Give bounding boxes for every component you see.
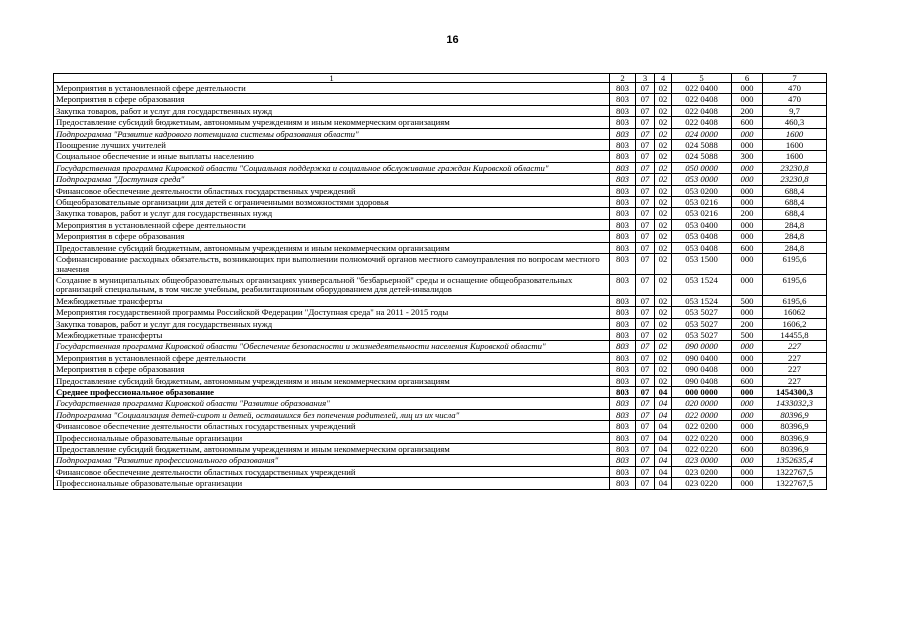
- table-row: [54, 444, 827, 455]
- row-name-cell: Подпрограмма "Доступная среда": [54, 174, 610, 185]
- row-target-article-cell: 024 0000: [672, 128, 732, 139]
- row-section-cell: 07: [636, 352, 655, 363]
- row-expense-type-cell: 000: [732, 386, 763, 397]
- row-section-cell: 07: [636, 409, 655, 420]
- row-name-cell: Профессиональные образовательные организации: [54, 432, 610, 443]
- row-target-article-cell: 022 0220: [672, 432, 732, 443]
- row-subsection-cell: 04: [655, 455, 672, 466]
- row-name-cell: Мероприятия государственной программы Российской Федерации "Доступная среда" на 2011 - 2015 годы: [54, 307, 610, 318]
- row-amount-cell: 80396,9: [763, 409, 827, 420]
- row-amount-cell: 80396,9: [763, 432, 827, 443]
- row-subsection-cell: 04: [655, 421, 672, 432]
- row-subsection-cell: 02: [655, 329, 672, 340]
- row-expense-type-cell: 200: [732, 318, 763, 329]
- table-body: [54, 83, 827, 490]
- row-amount-cell: 284,8: [763, 242, 827, 253]
- row-code-cell: 803: [610, 432, 636, 443]
- row-name-cell: Закупка товаров, работ и услуг для государственных нужд: [54, 318, 610, 329]
- row-amount-cell: 16062: [763, 307, 827, 318]
- table-row: [54, 398, 827, 409]
- budget-table: [53, 73, 827, 490]
- row-name-cell: Мероприятия в установленной сфере деятельности: [54, 83, 610, 94]
- row-code-cell: 803: [610, 83, 636, 94]
- row-amount-cell: 470: [763, 83, 827, 94]
- row-section-cell: 07: [636, 318, 655, 329]
- row-code-cell: 803: [610, 341, 636, 352]
- row-section-cell: 07: [636, 117, 655, 128]
- row-code-cell: 803: [610, 398, 636, 409]
- row-name-cell: Софинансирование расходных обязательств, возникающих при выполнении полномочий органов местного самоуправления по вопросам местного значения: [54, 254, 610, 275]
- row-amount-cell: 23230,8: [763, 174, 827, 185]
- row-expense-type-cell: 000: [732, 409, 763, 420]
- row-target-article-cell: 020 0000: [672, 398, 732, 409]
- row-amount-cell: 284,8: [763, 231, 827, 242]
- row-subsection-cell: 04: [655, 409, 672, 420]
- row-amount-cell: 6195,6: [763, 295, 827, 306]
- row-target-article-cell: 053 1500: [672, 254, 732, 275]
- row-target-article-cell: 053 0408: [672, 231, 732, 242]
- row-code-cell: 803: [610, 466, 636, 477]
- row-amount-cell: 688,4: [763, 208, 827, 219]
- row-name-cell: Мероприятия в сфере образования: [54, 94, 610, 105]
- row-subsection-cell: 02: [655, 83, 672, 94]
- row-subsection-cell: 02: [655, 364, 672, 375]
- row-name-cell: Подпрограмма "Развитие профессионального образования": [54, 455, 610, 466]
- table-row: [54, 105, 827, 116]
- row-name-cell: Предоставление субсидий бюджетным, автономным учреждениям и иным некоммерческим организациям: [54, 375, 610, 386]
- row-subsection-cell: 02: [655, 375, 672, 386]
- row-section-cell: 07: [636, 151, 655, 162]
- row-amount-cell: 460,3: [763, 117, 827, 128]
- row-subsection-cell: 02: [655, 117, 672, 128]
- header-cell-1: 1: [54, 74, 610, 83]
- row-name-cell: Предоставление субсидий бюджетным, автономным учреждениям и иным некоммерческим организациям: [54, 444, 610, 455]
- row-target-article-cell: 090 0400: [672, 352, 732, 363]
- row-subsection-cell: 02: [655, 274, 672, 295]
- row-subsection-cell: 02: [655, 242, 672, 253]
- table-row: [54, 329, 827, 340]
- row-section-cell: 07: [636, 421, 655, 432]
- row-expense-type-cell: 000: [732, 140, 763, 151]
- row-subsection-cell: 02: [655, 295, 672, 306]
- row-target-article-cell: 022 0400: [672, 83, 732, 94]
- row-target-article-cell: 024 5088: [672, 140, 732, 151]
- row-code-cell: 803: [610, 151, 636, 162]
- row-subsection-cell: 02: [655, 174, 672, 185]
- row-section-cell: 07: [636, 444, 655, 455]
- row-code-cell: 803: [610, 455, 636, 466]
- row-name-cell: Мероприятия в установленной сфере деятельности: [54, 352, 610, 363]
- table-row: [54, 197, 827, 208]
- header-cell-7: 7: [763, 74, 827, 83]
- row-name-cell: Предоставление субсидий бюджетным, автономным учреждениям и иным некоммерческим организациям: [54, 117, 610, 128]
- row-target-article-cell: 000 0000: [672, 386, 732, 397]
- row-subsection-cell: 04: [655, 478, 672, 489]
- table-row: [54, 421, 827, 432]
- row-name-cell: Поощрение лучших учителей: [54, 140, 610, 151]
- row-amount-cell: 227: [763, 341, 827, 352]
- row-expense-type-cell: 000: [732, 231, 763, 242]
- table-row: [54, 128, 827, 139]
- row-code-cell: 803: [610, 208, 636, 219]
- row-expense-type-cell: 000: [732, 432, 763, 443]
- row-expense-type-cell: 000: [732, 219, 763, 230]
- row-amount-cell: 688,4: [763, 197, 827, 208]
- row-target-article-cell: 090 0000: [672, 341, 732, 352]
- row-expense-type-cell: 500: [732, 295, 763, 306]
- row-expense-type-cell: 600: [732, 117, 763, 128]
- row-section-cell: 07: [636, 231, 655, 242]
- row-name-cell: Общеобразовательные организации для детей с ограниченными возможностями здоровья: [54, 197, 610, 208]
- row-target-article-cell: 053 0216: [672, 197, 732, 208]
- row-subsection-cell: 04: [655, 398, 672, 409]
- row-section-cell: 07: [636, 94, 655, 105]
- row-subsection-cell: 04: [655, 386, 672, 397]
- row-section-cell: 07: [636, 364, 655, 375]
- row-subsection-cell: 02: [655, 162, 672, 173]
- row-expense-type-cell: 200: [732, 208, 763, 219]
- row-expense-type-cell: 000: [732, 174, 763, 185]
- row-code-cell: 803: [610, 219, 636, 230]
- row-target-article-cell: 024 5088: [672, 151, 732, 162]
- row-code-cell: 803: [610, 329, 636, 340]
- row-section-cell: 07: [636, 455, 655, 466]
- row-expense-type-cell: 600: [732, 375, 763, 386]
- table-row: [54, 83, 827, 94]
- table-row: [54, 307, 827, 318]
- row-section-cell: 07: [636, 197, 655, 208]
- table-row: [54, 219, 827, 230]
- row-section-cell: 07: [636, 140, 655, 151]
- row-code-cell: 803: [610, 185, 636, 196]
- table-row: [54, 254, 827, 275]
- header-cell-6: 6: [732, 74, 763, 83]
- row-name-cell: Предоставление субсидий бюджетным, автономным учреждениям и иным некоммерческим организациям: [54, 242, 610, 253]
- row-target-article-cell: 023 0000: [672, 455, 732, 466]
- row-target-article-cell: 050 0000: [672, 162, 732, 173]
- row-expense-type-cell: 000: [732, 162, 763, 173]
- row-expense-type-cell: 600: [732, 242, 763, 253]
- row-subsection-cell: 02: [655, 105, 672, 116]
- row-subsection-cell: 04: [655, 444, 672, 455]
- row-code-cell: 803: [610, 254, 636, 275]
- row-subsection-cell: 02: [655, 341, 672, 352]
- row-subsection-cell: 02: [655, 254, 672, 275]
- row-expense-type-cell: 000: [732, 466, 763, 477]
- row-name-cell: Межбюджетные трансферты: [54, 329, 610, 340]
- row-section-cell: 07: [636, 329, 655, 340]
- row-subsection-cell: 02: [655, 231, 672, 242]
- row-name-cell: Подпрограмма "Социализация детей-сирот и детей, оставшихся без попечения родителей, лиц из их числа": [54, 409, 610, 420]
- row-section-cell: 07: [636, 274, 655, 295]
- row-name-cell: Мероприятия в сфере образования: [54, 231, 610, 242]
- table-row: [54, 274, 827, 295]
- row-code-cell: 803: [610, 318, 636, 329]
- row-section-cell: 07: [636, 208, 655, 219]
- row-amount-cell: 1322767,5: [763, 478, 827, 489]
- row-target-article-cell: 022 0200: [672, 421, 732, 432]
- row-code-cell: 803: [610, 295, 636, 306]
- row-subsection-cell: 02: [655, 352, 672, 363]
- header-row: [54, 74, 827, 83]
- row-target-article-cell: 022 0000: [672, 409, 732, 420]
- row-section-cell: 07: [636, 478, 655, 489]
- table-row: [54, 352, 827, 363]
- row-target-article-cell: 022 0408: [672, 117, 732, 128]
- row-section-cell: 07: [636, 307, 655, 318]
- row-expense-type-cell: 000: [732, 254, 763, 275]
- row-code-cell: 803: [610, 352, 636, 363]
- row-section-cell: 07: [636, 174, 655, 185]
- row-name-cell: Межбюджетные трансферты: [54, 295, 610, 306]
- row-code-cell: 803: [610, 307, 636, 318]
- row-subsection-cell: 02: [655, 151, 672, 162]
- row-amount-cell: 1322767,5: [763, 466, 827, 477]
- table-row: [54, 295, 827, 306]
- row-code-cell: 803: [610, 242, 636, 253]
- row-expense-type-cell: 000: [732, 307, 763, 318]
- row-subsection-cell: 02: [655, 94, 672, 105]
- row-expense-type-cell: 000: [732, 398, 763, 409]
- row-target-article-cell: 090 0408: [672, 364, 732, 375]
- row-code-cell: 803: [610, 162, 636, 173]
- row-subsection-cell: 02: [655, 140, 672, 151]
- row-section-cell: 07: [636, 219, 655, 230]
- row-expense-type-cell: 000: [732, 364, 763, 375]
- row-section-cell: 07: [636, 105, 655, 116]
- row-name-cell: Среднее профессиональное образование: [54, 386, 610, 397]
- row-name-cell: Подпрограмма "Развитие кадрового потенциала системы образования области": [54, 128, 610, 139]
- row-amount-cell: 1600: [763, 151, 827, 162]
- table-row: [54, 174, 827, 185]
- row-code-cell: 803: [610, 386, 636, 397]
- row-expense-type-cell: 000: [732, 341, 763, 352]
- row-subsection-cell: 02: [655, 307, 672, 318]
- row-subsection-cell: 04: [655, 466, 672, 477]
- row-expense-type-cell: 200: [732, 105, 763, 116]
- row-section-cell: 07: [636, 432, 655, 443]
- table-row: [54, 94, 827, 105]
- row-target-article-cell: 053 5027: [672, 329, 732, 340]
- row-section-cell: 07: [636, 466, 655, 477]
- row-target-article-cell: 053 1524: [672, 295, 732, 306]
- row-section-cell: 07: [636, 128, 655, 139]
- row-amount-cell: 14455,8: [763, 329, 827, 340]
- row-target-article-cell: 023 0200: [672, 466, 732, 477]
- row-name-cell: Закупка товаров, работ и услуг для государственных нужд: [54, 208, 610, 219]
- table-row: [54, 478, 827, 489]
- table-row: [54, 231, 827, 242]
- row-name-cell: Мероприятия в сфере образования: [54, 364, 610, 375]
- row-amount-cell: 23230,8: [763, 162, 827, 173]
- row-target-article-cell: 053 0400: [672, 219, 732, 230]
- row-amount-cell: 80396,9: [763, 421, 827, 432]
- row-subsection-cell: 02: [655, 185, 672, 196]
- row-target-article-cell: 090 0408: [672, 375, 732, 386]
- row-section-cell: 07: [636, 386, 655, 397]
- row-code-cell: 803: [610, 174, 636, 185]
- row-section-cell: 07: [636, 295, 655, 306]
- row-target-article-cell: 053 0408: [672, 242, 732, 253]
- row-name-cell: Закупка товаров, работ и услуг для государственных нужд: [54, 105, 610, 116]
- row-amount-cell: 1600: [763, 140, 827, 151]
- row-amount-cell: 688,4: [763, 185, 827, 196]
- row-section-cell: 07: [636, 162, 655, 173]
- row-amount-cell: 9,7: [763, 105, 827, 116]
- table-row: [54, 432, 827, 443]
- row-target-article-cell: 022 0220: [672, 444, 732, 455]
- row-code-cell: 803: [610, 197, 636, 208]
- table-row: [54, 151, 827, 162]
- table-row: [54, 117, 827, 128]
- row-expense-type-cell: 000: [732, 455, 763, 466]
- table-row: [54, 185, 827, 196]
- row-code-cell: 803: [610, 375, 636, 386]
- row-amount-cell: 227: [763, 375, 827, 386]
- row-expense-type-cell: 000: [732, 421, 763, 432]
- row-target-article-cell: 023 0220: [672, 478, 732, 489]
- table-row: [54, 242, 827, 253]
- row-name-cell: Финансовое обеспечение деятельности областных государственных учреждений: [54, 466, 610, 477]
- row-section-cell: 07: [636, 254, 655, 275]
- row-subsection-cell: 04: [655, 432, 672, 443]
- table-row: [54, 162, 827, 173]
- row-code-cell: 803: [610, 231, 636, 242]
- row-target-article-cell: 022 0408: [672, 105, 732, 116]
- row-expense-type-cell: 000: [732, 352, 763, 363]
- row-name-cell: Государственная программа Кировской области "Развитие образования": [54, 398, 610, 409]
- row-section-cell: 07: [636, 398, 655, 409]
- row-code-cell: 803: [610, 364, 636, 375]
- table-row: [54, 466, 827, 477]
- table-row: [54, 208, 827, 219]
- row-expense-type-cell: 000: [732, 128, 763, 139]
- row-amount-cell: 1352635,4: [763, 455, 827, 466]
- table-row: [54, 341, 827, 352]
- row-amount-cell: 6195,6: [763, 254, 827, 275]
- row-amount-cell: 1433032,3: [763, 398, 827, 409]
- row-expense-type-cell: 000: [732, 94, 763, 105]
- row-expense-type-cell: 000: [732, 478, 763, 489]
- header-cell-2: 2: [610, 74, 636, 83]
- row-amount-cell: 227: [763, 352, 827, 363]
- row-amount-cell: 227: [763, 364, 827, 375]
- table-row: [54, 409, 827, 420]
- row-subsection-cell: 02: [655, 219, 672, 230]
- row-code-cell: 803: [610, 117, 636, 128]
- row-code-cell: 803: [610, 140, 636, 151]
- row-expense-type-cell: 000: [732, 274, 763, 295]
- row-amount-cell: 1606,2: [763, 318, 827, 329]
- row-section-cell: 07: [636, 83, 655, 94]
- row-subsection-cell: 02: [655, 208, 672, 219]
- row-code-cell: 803: [610, 128, 636, 139]
- row-target-article-cell: 053 0216: [672, 208, 732, 219]
- row-target-article-cell: 053 1524: [672, 274, 732, 295]
- table-row: [54, 375, 827, 386]
- table-row: [54, 140, 827, 151]
- row-code-cell: 803: [610, 421, 636, 432]
- row-target-article-cell: 053 0200: [672, 185, 732, 196]
- row-name-cell: Социальное обеспечение и иные выплаты населению: [54, 151, 610, 162]
- table-row: [54, 364, 827, 375]
- row-expense-type-cell: 500: [732, 329, 763, 340]
- row-code-cell: 803: [610, 444, 636, 455]
- row-target-article-cell: 022 0408: [672, 94, 732, 105]
- row-subsection-cell: 02: [655, 128, 672, 139]
- row-code-cell: 803: [610, 94, 636, 105]
- row-section-cell: 07: [636, 341, 655, 352]
- row-expense-type-cell: 600: [732, 444, 763, 455]
- table-row: [54, 386, 827, 397]
- row-section-cell: 07: [636, 242, 655, 253]
- row-name-cell: Профессиональные образовательные организации: [54, 478, 610, 489]
- row-name-cell: Финансовое обеспечение деятельности областных государственных учреждений: [54, 421, 610, 432]
- row-amount-cell: 80396,9: [763, 444, 827, 455]
- row-expense-type-cell: 300: [732, 151, 763, 162]
- row-target-article-cell: 053 0000: [672, 174, 732, 185]
- page-number: 16: [446, 34, 459, 46]
- header-cell-4: 4: [655, 74, 672, 83]
- row-expense-type-cell: 000: [732, 83, 763, 94]
- row-name-cell: Мероприятия в установленной сфере деятельности: [54, 219, 610, 230]
- row-code-cell: 803: [610, 274, 636, 295]
- row-amount-cell: 470: [763, 94, 827, 105]
- row-code-cell: 803: [610, 409, 636, 420]
- row-subsection-cell: 02: [655, 318, 672, 329]
- row-name-cell: Создание в муниципальных общеобразовательных организациях универсальной "безбарьерной" среды и оснащение общеобразовательных организаций специальным, в том числе учебным, реабилитационным оборудованием для детей-инвалидов: [54, 274, 610, 295]
- row-expense-type-cell: 000: [732, 197, 763, 208]
- row-amount-cell: 284,8: [763, 219, 827, 230]
- row-name-cell: Государственная программа Кировской области "Социальная поддержка и социальное обслуживание граждан Кировской области": [54, 162, 610, 173]
- row-amount-cell: 1600: [763, 128, 827, 139]
- row-code-cell: 803: [610, 105, 636, 116]
- row-amount-cell: 6195,6: [763, 274, 827, 295]
- table-row: [54, 455, 827, 466]
- row-section-cell: 07: [636, 185, 655, 196]
- row-name-cell: Финансовое обеспечение деятельности областных государственных учреждений: [54, 185, 610, 196]
- table-row: [54, 318, 827, 329]
- row-amount-cell: 1454300,3: [763, 386, 827, 397]
- row-name-cell: Государственная программа Кировской области "Обеспечение безопасности и жизнедеятельности населения Кировской области": [54, 341, 610, 352]
- row-target-article-cell: 053 5027: [672, 318, 732, 329]
- row-code-cell: 803: [610, 478, 636, 489]
- row-subsection-cell: 02: [655, 197, 672, 208]
- row-target-article-cell: 053 5027: [672, 307, 732, 318]
- header-cell-5: 5: [672, 74, 732, 83]
- row-section-cell: 07: [636, 375, 655, 386]
- row-expense-type-cell: 000: [732, 185, 763, 196]
- header-cell-3: 3: [636, 74, 655, 83]
